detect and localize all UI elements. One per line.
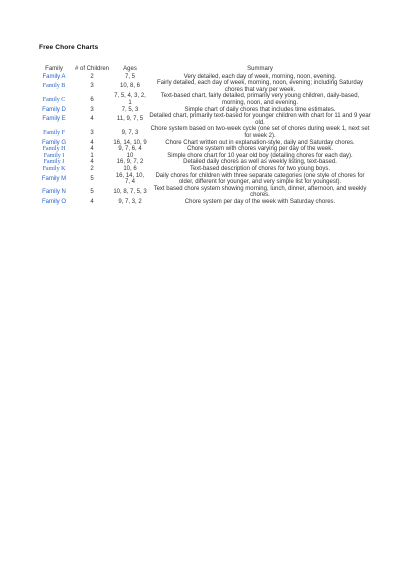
children-count: 3 — [90, 106, 94, 113]
summary-cell: Fairly detailed, each day of week, morning, noon, evening; including Saturday chores that vary per week. — [156, 80, 364, 93]
table-row — [36, 74, 372, 81]
ages-cell: 9, 7, 6, 4 — [118, 146, 142, 153]
table-row — [36, 93, 372, 106]
summary-cell: Simple chart of daily chores that includes time estimates. — [184, 106, 336, 113]
family-link[interactable]: Family C — [42, 96, 66, 103]
children-count: 1 — [90, 152, 94, 159]
summary-cell: Chore system per day of the week with Saturday chores. — [184, 198, 336, 205]
ages-cell: 10, 8, 6 — [119, 83, 140, 90]
family-link[interactable]: Family D — [42, 106, 66, 113]
family-link[interactable]: Family A — [42, 73, 66, 80]
ages-cell: 16, 9, 7, 2 — [116, 159, 144, 166]
table-row — [36, 159, 372, 166]
family-link[interactable]: Family G — [42, 139, 66, 146]
summary-cell: Chore system with chores varying per day of the week. — [187, 146, 333, 153]
children-count: 4 — [90, 198, 94, 205]
children-count: 4 — [90, 139, 94, 146]
children-count: 2 — [90, 73, 94, 80]
children-count: 4 — [90, 116, 94, 123]
ages-cell: 9, 7, 3, 2 — [118, 198, 142, 205]
children-count: 3 — [90, 129, 94, 136]
family-link[interactable]: Family J — [43, 159, 65, 166]
table-row — [36, 199, 372, 206]
summary-cell: Very detailed, each day of week, morning, noon, evening. — [183, 73, 337, 80]
column-header-children: # of Children — [74, 66, 110, 72]
column-header-ages: Ages — [123, 66, 137, 72]
ages-cell: 11, 9, 7, 5 — [116, 116, 144, 123]
summary-cell: Text based chore system showing morning, lunch, dinner, afternoon, and weekly chores. — [153, 185, 367, 199]
family-link[interactable]: Family M — [41, 175, 67, 182]
ages-cell: 7, 5, 4, 3, 2, 1 — [114, 93, 146, 106]
summary-cell: Simple chore chart for 10 year old boy (detailing chores for each day). — [167, 152, 353, 159]
chore-charts-table — [36, 66, 372, 205]
family-link[interactable]: Family B — [42, 83, 66, 90]
table-row — [36, 153, 372, 160]
children-count: 4 — [90, 159, 94, 166]
family-link[interactable]: Family N — [42, 188, 66, 195]
ages-cell: 10, 6 — [123, 165, 137, 172]
children-count: 5 — [90, 175, 94, 182]
summary-cell: Detailed chart, primarily text-based for younger children with chart for 11 and 9 year old. — [149, 113, 371, 126]
table-row — [36, 107, 372, 114]
summary-cell: Detailed daily chores as well as weekly listing, text-based. — [183, 159, 337, 166]
ages-cell: 10, 8, 7, 5, 3 — [113, 188, 147, 195]
table-row — [36, 140, 372, 147]
table-row — [36, 80, 372, 93]
children-count: 6 — [90, 96, 94, 103]
summary-cell: Text-based description of chores for two young boys. — [189, 165, 331, 172]
summary-cell: Daily chores for children with three separate categories (one style of chores for older, different for younger, and very simple list for youngest). — [155, 172, 365, 186]
children-count: 2 — [90, 165, 94, 172]
ages-cell: 16, 14, 10, 9 — [113, 139, 147, 146]
table-row — [36, 146, 372, 153]
table-header-row — [36, 66, 372, 74]
family-link[interactable]: Family H — [42, 146, 66, 153]
table-row — [36, 173, 372, 186]
document-title: Free Chore Charts — [39, 44, 99, 51]
column-header-family: Family — [45, 66, 63, 72]
ages-cell: 7, 5, 3 — [121, 106, 139, 113]
family-link[interactable]: Family E — [42, 116, 66, 123]
children-count: 4 — [90, 146, 94, 153]
table-row — [36, 186, 372, 199]
summary-cell: Text-based chart, fairly detailed, primarily very young children, daily-based, morning, noon, and evening. — [160, 93, 360, 106]
ages-cell: 10 — [126, 152, 134, 159]
table-row — [36, 126, 372, 139]
summary-cell: Chore Chart written out in explanation-style, daily and Saturday chores. — [165, 139, 355, 146]
children-count: 5 — [90, 188, 94, 195]
children-count: 3 — [90, 83, 94, 90]
column-header-summary: Summary — [247, 66, 273, 72]
ages-cell: 16, 14, 10, 7, 4 — [115, 172, 145, 186]
table-row — [36, 113, 372, 126]
summary-cell: Chore system based on two-week cycle (one set of chores during week 1, next set for week 2). — [150, 126, 370, 139]
family-link[interactable]: Family I — [43, 152, 65, 159]
ages-cell: 7, 5 — [124, 73, 135, 80]
family-link[interactable]: Family F — [43, 129, 65, 136]
ages-cell: 9, 7, 3 — [121, 129, 139, 136]
family-link[interactable]: Family K — [42, 165, 66, 172]
family-link[interactable]: Family O — [42, 198, 66, 205]
table-row — [36, 166, 372, 173]
